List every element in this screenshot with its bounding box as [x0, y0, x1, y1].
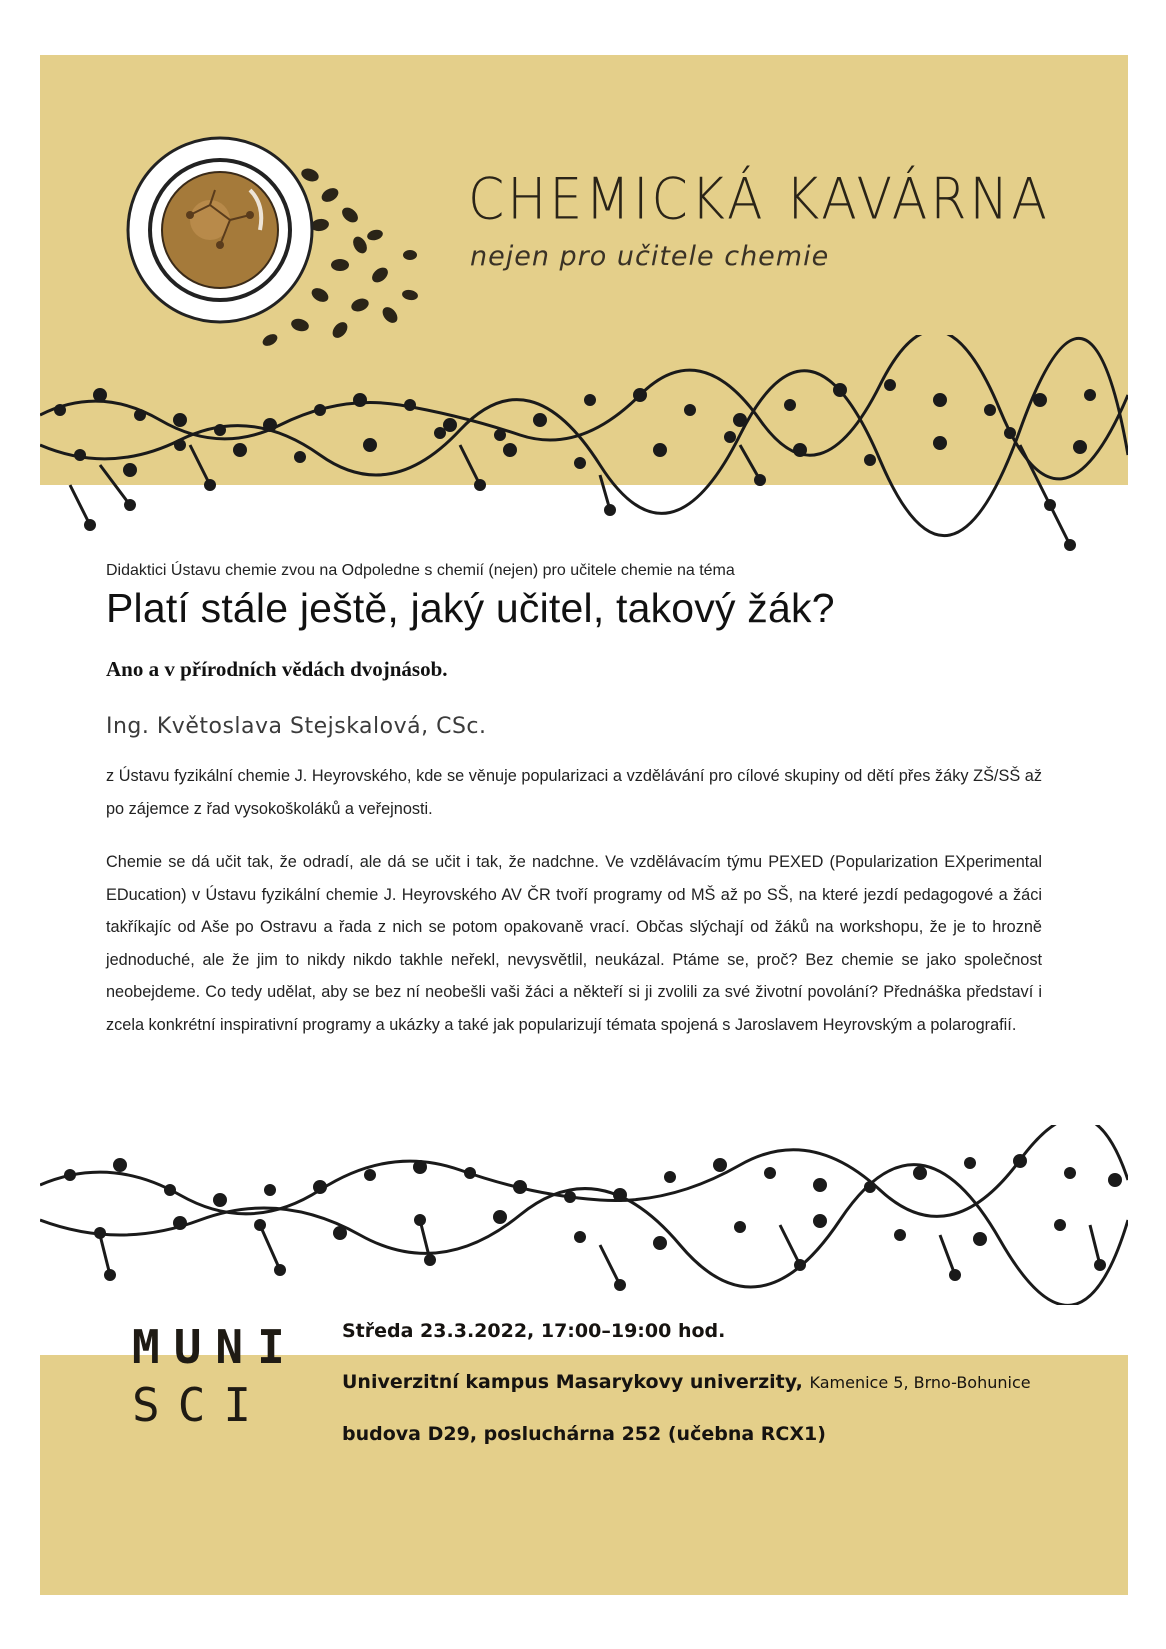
- event-title: CHEMICKÁ KAVÁRNA: [468, 167, 1050, 233]
- muni-sci-logo: [132, 1318, 299, 1434]
- lecture-headline: Platí stále ještě, jaký učitel, takový žák?: [106, 585, 835, 631]
- molecule-chain-icon: [40, 1125, 1128, 1305]
- poster: [40, 55, 1128, 1595]
- venue-address: Kamenice 5, Brno-Bohunice: [809, 1373, 1031, 1392]
- speaker-bio: z Ústavu fyzikální chemie J. Heyrovského, kde se věnuje popularizaci a vzdělávání pro cílové skupiny od dětí přes žáky ZŠ/SŠ až po zájemce z řad vysokoškoláků a veřejnosti.: [106, 767, 1042, 818]
- coffee-cup-icon: [110, 135, 430, 355]
- lecture-abstract: Chemie se dá učit tak, že odradí, ale dá se učit i tak, že nadchne. Ve vzdělávacím týmu PEXED (Popularization EXperimental EDucation) v Ústavu fyzikální chemie J. Heyrovského AV ČR tvoří programy od MŠ až po SŠ, na které jezdí pedagogové a žáci takříkajíc od Aše po Ostravu a řada z nich se potom opakovaně vrací. Občas slýchají od žáků na workshopu, že je to hrozně jednoduché, ale že jim to nikdy nikdo takhle neřekl, nevysvětlil, neukázal. Ptáme se, proč? Bez chemie se jako společnost neobejdeme. Co tedy udělat, aby se bez ní neobešli vaši žáci a někteří si ji zvolili za své životní povolání? Přednáška představí i zcela konkrétní inspirativní programy a ukázky a také jak popularizují témata spojená s Jaroslavem Heyrovským a polarografií.: [106, 853, 1042, 1034]
- event-venue: [342, 1371, 1031, 1393]
- venue-name: Univerzitní kampus Masarykovy univerzity,: [342, 1371, 803, 1393]
- logo-line-sci: SCI: [132, 1378, 270, 1432]
- invitation-intro: Didaktici Ústavu chemie zvou na Odpoledne s chemií (nejen) pro učitele chemie na téma: [106, 562, 735, 579]
- logo-line-muni: MUNI: [132, 1320, 299, 1374]
- speaker-name: Ing. Květoslava Stejskalová, CSc.: [106, 714, 487, 739]
- event-subtitle: nejen pro učitele chemie: [470, 241, 830, 272]
- event-date: Středa 23.3.2022, 17:00–19:00 hod.: [342, 1320, 726, 1342]
- lecture-tagline: Ano a v přírodních vědách dvojnásob.: [106, 657, 448, 681]
- molecule-chain-icon: [40, 335, 1128, 555]
- event-room: budova D29, posluchárna 252 (učebna RCX1): [342, 1423, 826, 1445]
